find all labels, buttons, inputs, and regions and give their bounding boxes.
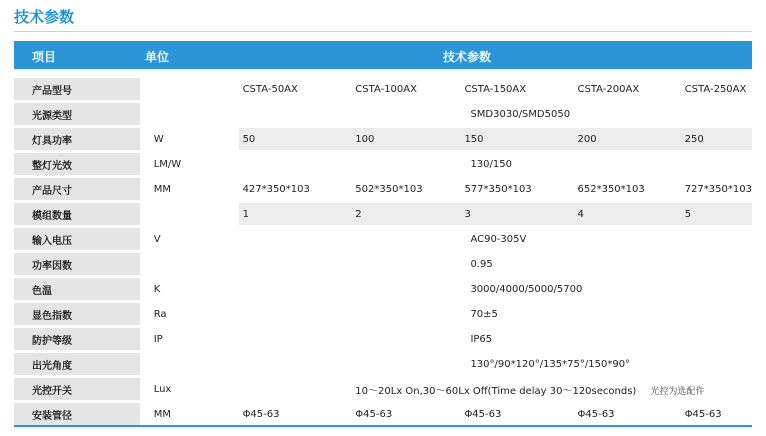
cell-value: 577*350*103	[464, 183, 532, 195]
cell-value: 1	[239, 203, 352, 225]
cell-value: 250	[681, 128, 752, 150]
cell-span-value	[351, 378, 752, 400]
header-unit: 单位	[145, 50, 170, 64]
row-label: 安装管径	[14, 403, 140, 425]
table-row	[14, 103, 752, 125]
table-row	[14, 128, 752, 150]
row-label: 光源类型	[14, 103, 140, 125]
cell-value: CSTA-250AX	[684, 83, 747, 95]
light-control-spec: 10～20Lx On,30～60Lx Off(Time delay 30～120seconds)	[355, 385, 637, 397]
row-unit: Ra	[153, 308, 167, 320]
row-unit: K	[153, 283, 161, 295]
cell-span-value: AC90-305V	[470, 233, 527, 245]
row-unit: V	[153, 233, 161, 245]
row-unit: Lux	[153, 383, 172, 395]
cell-value: Φ45-63	[355, 408, 393, 420]
cell-span-value: SMD3030/SMD5050	[470, 108, 571, 120]
optional-note: 光控为选配件	[650, 386, 705, 397]
table-row	[14, 78, 752, 100]
cell-value: 100	[351, 128, 460, 150]
row-unit: W	[153, 133, 164, 145]
page-title: 技术参数	[14, 8, 75, 26]
row-label: 功率因数	[14, 253, 140, 275]
row-label: 出光角度	[14, 353, 140, 375]
cell-span-value: 130/150	[470, 158, 512, 170]
cell-value: 652*350*103	[577, 183, 645, 195]
table-row	[14, 228, 752, 250]
cell-value: 150	[460, 128, 573, 150]
cell-value: 5	[681, 203, 752, 225]
cell-value: CSTA-50AX	[242, 83, 298, 95]
cell-value: 200	[574, 128, 681, 150]
table-row	[14, 403, 752, 425]
cell-span-value: 130°/90*120°/135*75°/150*90°	[470, 358, 631, 370]
row-unit	[140, 253, 239, 275]
cell-value: 4	[574, 203, 681, 225]
table-row	[14, 328, 752, 350]
row-label: 整灯光效	[14, 153, 140, 175]
row-label: 光控开关	[14, 378, 140, 400]
cell-value: Φ45-63	[242, 408, 280, 420]
row-unit: MM	[153, 183, 171, 195]
cell-value: CSTA-100AX	[355, 83, 417, 95]
row-unit: IP	[153, 333, 163, 345]
cell-value: 427*350*103	[242, 183, 310, 195]
header-item: 项目	[32, 50, 57, 64]
row-unit	[140, 353, 239, 375]
row-unit	[140, 78, 239, 100]
header-params: 技术参数	[443, 50, 492, 64]
table-row	[14, 378, 752, 400]
cell-value: Φ45-63	[464, 408, 502, 420]
table-row	[14, 303, 752, 325]
title-divider	[14, 31, 752, 32]
table-row	[14, 178, 752, 200]
row-label: 色温	[14, 278, 140, 300]
table-row	[14, 153, 752, 175]
cell-span-value: 0.95	[470, 258, 493, 270]
table-row	[14, 203, 752, 225]
row-unit	[140, 203, 239, 225]
row-label: 模组数量	[14, 203, 140, 225]
cell-value: 502*350*103	[355, 183, 423, 195]
table-header	[14, 41, 752, 69]
cell-value: 727*350*103	[684, 183, 752, 195]
cell-value: Φ45-63	[684, 408, 722, 420]
table-row	[14, 253, 752, 275]
cell-value: CSTA-150AX	[464, 83, 527, 95]
table-row	[14, 278, 752, 300]
cell-value: Φ45-63	[577, 408, 615, 420]
row-label: 产品尺寸	[14, 178, 140, 200]
cell-span-value: 70±5	[470, 308, 498, 320]
cell-span-value: IP65	[470, 333, 493, 345]
row-label: 显色指数	[14, 303, 140, 325]
row-label: 防护等级	[14, 328, 140, 350]
row-label: 输入电压	[14, 228, 140, 250]
cell-value: 2	[351, 203, 460, 225]
row-unit: MM	[153, 408, 171, 420]
row-unit	[140, 103, 239, 125]
row-unit: LM/W	[153, 158, 182, 170]
spec-table	[14, 75, 752, 428]
table-bottom-rule	[14, 425, 752, 427]
cell-value: 50	[239, 128, 352, 150]
row-label: 灯具功率	[14, 128, 140, 150]
cell-value: 3	[460, 203, 573, 225]
cell-span-value: 3000/4000/5000/5700	[470, 283, 583, 295]
table-row	[14, 353, 752, 375]
row-label: 产品型号	[14, 78, 140, 100]
cell-value: CSTA-200AX	[577, 83, 640, 95]
